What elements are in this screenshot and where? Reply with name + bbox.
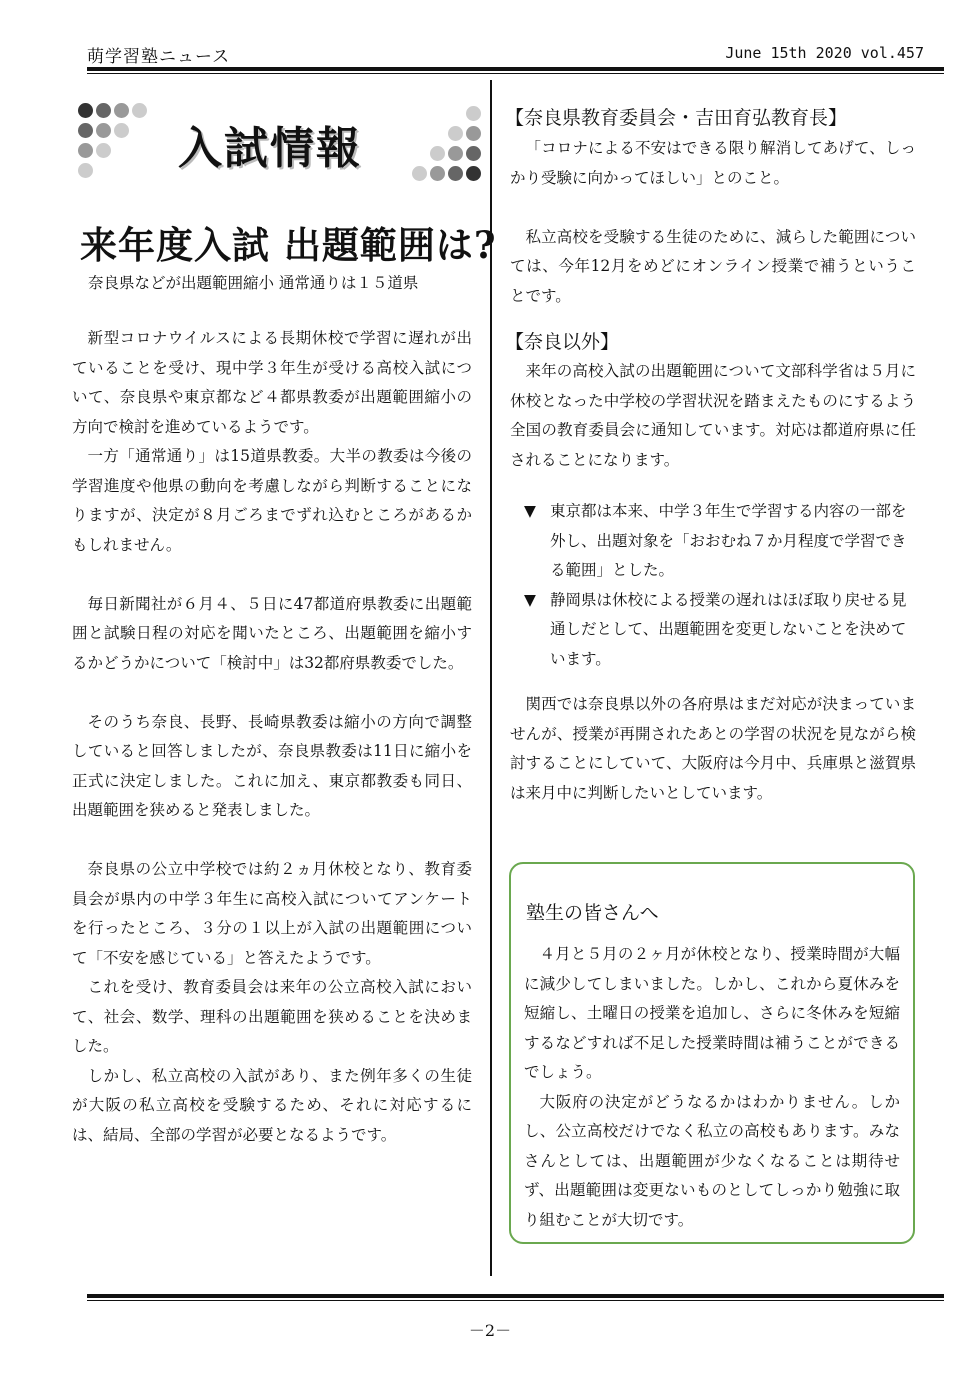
list-item-text: 静岡県は休校による授業の遅れはほぼ取り戻せる見通しだとして、出題範囲を変更しないことを決めています。	[550, 590, 907, 668]
left-paragraph: これを受け、教育委員会は来年の公立高校入試において、社会、数学、理科の出題範囲を狭めることを決めました。	[72, 978, 472, 1055]
nara-board-text	[510, 134, 916, 311]
kansai-text	[510, 690, 916, 808]
header-newsletter-name: 萌学習塾ニュース	[87, 47, 231, 67]
bottom-rule-thin	[87, 1300, 944, 1301]
nara-board-paragraph: 私立高校を受験する生徒のために、減らした範囲については、今年12月をめどにオンライン授業で補うということです。	[510, 227, 916, 305]
triangle-bullet-icon: ▼	[524, 502, 536, 520]
outside-nara-text	[510, 357, 916, 475]
page-title: 入試情報	[178, 123, 362, 174]
left-paragraph: 奈良県の公立中学校では約２ヵ月休校となり、教育委員会が県内の中学３年生に高校入試についてアンケートを行ったところ、３分の１以上が入試の出題範囲について「不安を感じている」と答えたようです。	[72, 860, 472, 967]
top-rule-thin	[87, 73, 944, 74]
left-article	[72, 324, 472, 1150]
top-rule	[87, 67, 944, 71]
page-number: －2－	[468, 1321, 512, 1340]
subheadline: 奈良県などが出題範囲縮小 通常通りは１５道県	[88, 274, 419, 292]
message-paragraph: 大阪府の決定がどうなるかはわかりません。しかし、公立高校だけでなく私立の高校もあります。みなさんとしては、出題範囲が少なくなることは期待せず、出題範囲は変更ないものとしてしっかり勉強に取り組むことが大切です。	[524, 1092, 900, 1229]
outside-nara-paragraph: 来年の高校入試の出題範囲について文部科学省は５月に休校となった中学校の学習状況を踏まえたものにするよう全国の教育委員会に通知しています。対応は都道府県に任されることになります。	[510, 362, 916, 469]
left-paragraph: そのうち奈良、長野、長崎県教委は縮小の方向で調整していると回答しましたが、奈良県教委は11日に縮小を正式に決定しました。これに加え、東京都教委も同日、出題範囲を狭めると発表しました。	[72, 712, 472, 819]
headline: 来年度入試 出題範囲は?	[80, 223, 497, 267]
list-item	[524, 586, 916, 675]
left-paragraph: しかし、私立高校の入試があり、また例年多くの生徒が大阪の私立高校を受験するため、それに対応するには、結局、全部の学習が必要となるようです。	[72, 1066, 472, 1144]
left-paragraph: 毎日新聞社が６月４、５日に47都道府県教委に出題範囲と試験日程の対応を聞いたところ、出題範囲を縮小するかどうかについて「検討中」は32都府県教委でした。	[72, 594, 472, 672]
kansai-paragraph: 関西では奈良県以外の各府県はまだ対応が決まっていませんが、授業が再開されたあとの学習の状況を見ながら検討することにしていて、大阪府は今月中、兵庫県と滋賀県は来月中に判断したいとしています。	[510, 695, 916, 802]
message-box-title: 塾生の皆さんへ	[526, 902, 659, 924]
left-paragraph: 一方「通常通り」は15道県教委。大半の教委は今後の学習進度や他県の動向を考慮しながら判断することになりますが、決定が８月ごろまでずれ込むところがあるかもしれません。	[72, 447, 472, 554]
triangle-bullet-icon: ▼	[524, 590, 536, 609]
nara-board-quote: 「コロナによる不安はできる限り解消してあげて、しっかり受験に向かってほしい」とのこと。	[510, 139, 916, 187]
section-title-outside-nara: 【奈良以外】	[505, 331, 620, 353]
bullet-list	[524, 497, 916, 674]
left-paragraph: 新型コロナウイルスによる長期休校で学習に遅れが出ていることを受け、現中学３年生が受ける高校入試について、奈良県や東京都など４都県教委が出題範囲縮小の方向で検討を進めているようです。	[72, 329, 472, 436]
message-box-text	[524, 940, 900, 1235]
list-item-text: 東京都は本来、中学３年生で学習する内容の一部を外し、出題対象を「おおむね７か月程度で学習できる範囲」とした。	[550, 502, 907, 579]
section-title-nara-board: 【奈良県教育委員会・吉田育弘教育長】	[505, 107, 848, 129]
header-issue: June 15th 2020 vol.457	[725, 44, 924, 62]
bottom-rule	[87, 1294, 944, 1298]
list-item	[524, 497, 916, 586]
message-paragraph: ４月と５月の２ヶ月が休校となり、授業時間が大幅に減少してしまいました。しかし、これから夏休みを短縮し、土曜日の授業を追加し、さらに冬休みを短縮するなどすれば不足した授業時間は補うことができるでしょう。	[524, 945, 900, 1081]
